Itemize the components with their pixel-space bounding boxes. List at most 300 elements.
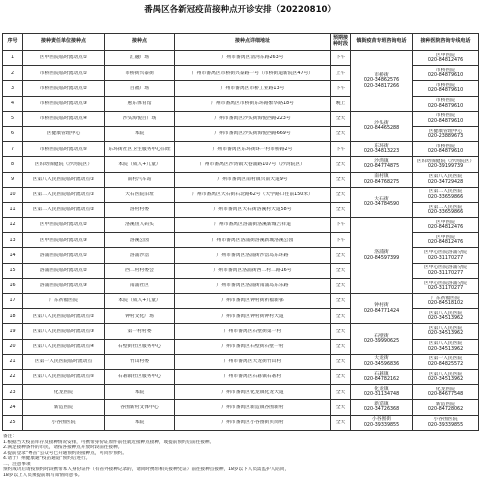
cell-site-text: 钟村文化广场: [125, 313, 154, 319]
cell-hospital-contact: [413, 111, 479, 126]
cell-responsible-unit: [23, 81, 105, 96]
cell-address: [175, 157, 331, 172]
cell-no-text: 3: [10, 85, 15, 91]
cell-hospital-contact: [413, 400, 479, 415]
cell-period-text: 全天: [335, 252, 346, 258]
cell-address-text: 广州市番禺区钟村街祈福新邨: [221, 298, 284, 304]
cell-site: [105, 233, 175, 248]
cell-address: [175, 294, 331, 309]
cell-responsible-unit-text: 小谷围医院: [51, 419, 76, 425]
street-name: 东环街: [374, 143, 389, 149]
cell-period-text: 下午: [335, 146, 346, 152]
hospital-phone: 020-31170277: [427, 270, 464, 276]
street-phone: 020-34813223: [363, 149, 400, 155]
cell-no: [3, 400, 23, 415]
hospital-contact: [414, 372, 477, 383]
cell-period-text: 全天: [335, 343, 346, 349]
hospital-phone: 020-84728062: [427, 407, 464, 413]
hospital-contact: [414, 53, 477, 64]
cell-site: [105, 309, 175, 324]
cell-site-text: 本院: [134, 131, 145, 137]
street-name: 新造镇: [374, 402, 389, 407]
cell-no: [3, 324, 23, 339]
cell-site-text: 本院（成人+儿童）: [118, 161, 161, 167]
cell-no: [3, 111, 23, 126]
cell-street-contact: [351, 369, 413, 384]
cell-address: [175, 66, 331, 81]
cell-site-text: 洛溪鱼人码头: [125, 222, 154, 228]
table-row: [3, 294, 479, 309]
cell-site: [105, 400, 175, 415]
cell-address: [175, 218, 331, 233]
cell-period: [331, 172, 351, 187]
cell-period-text: 下午: [335, 85, 346, 91]
cell-period-text: 全天: [335, 313, 346, 319]
cell-period: [331, 369, 351, 384]
cell-no-text: 10: [9, 192, 16, 198]
cell-responsible-unit: [23, 142, 105, 157]
cell-period-text: 全天: [335, 404, 346, 410]
notes-section: [3, 434, 477, 480]
table-body: [3, 51, 479, 431]
street-phone: 020-34596836: [363, 361, 400, 367]
cell-responsible-unit: [23, 248, 105, 263]
cell-address-text: 广州市番禺区洛浦街洛溪新城吉祥道: [214, 222, 291, 228]
page-title: 番禺区各新冠疫苗接种点开诊安排（20220810）: [144, 5, 336, 15]
hospital-name: 区中医院: [435, 219, 456, 225]
cell-no-text: 21: [9, 359, 16, 365]
cell-address: [175, 309, 331, 324]
cell-no: [3, 96, 23, 111]
cell-period: [331, 415, 351, 430]
cell-street-contact: [351, 187, 413, 217]
cell-responsible-unit-text: 广东祈福医院: [49, 298, 78, 304]
cell-period-text: 下午: [335, 222, 346, 228]
cell-period: [331, 142, 351, 157]
hospital-contact: [414, 341, 477, 352]
cell-address: [175, 263, 331, 278]
cell-responsible-unit: [23, 278, 105, 293]
hospital-contact: [414, 113, 477, 124]
cell-no-text: 17: [9, 298, 16, 304]
notes-paragraph-line: 预约成功后请按预约时段携带本人身份证件（有省外接种记录的，请同时携带相关接种凭证）前往接种点接种，18岁以下人员需监护人陪同，: [3, 467, 290, 472]
cell-period: [331, 400, 351, 415]
cell-responsible-unit-text: 区第八人民医院临时流动点②: [32, 313, 95, 319]
hospital-name: 市桥医院: [435, 83, 456, 89]
hospital-contact: [414, 387, 477, 398]
cell-address-text: 广州市番禺区沙湾镇大巷涌路107号（沙湾院区）: [199, 161, 306, 167]
hospital-phone: 020-84812476: [427, 58, 464, 64]
hospital-phone: 020-34513962: [427, 346, 464, 352]
street-phone: 020-39990625: [363, 339, 400, 345]
cell-site: [105, 111, 175, 126]
cell-no-text: 20: [9, 343, 16, 349]
cell-site: [105, 66, 175, 81]
cell-site: [105, 369, 175, 384]
cell-address: [175, 187, 331, 202]
cell-responsible-unit-text: 洛浦医院临时流动点③: [39, 283, 88, 289]
cell-responsible-unit-text: 区健康管理中心: [46, 131, 81, 137]
cell-no: [3, 202, 23, 217]
table-header-row: [3, 34, 479, 51]
cell-period-text: 全天: [335, 192, 346, 198]
hospital-phone: 020-84879610: [427, 118, 464, 124]
hospital-contact: [414, 174, 477, 185]
notes-label: 备注：: [3, 434, 17, 439]
cell-address-text: 广州市番禺区南村镇兴南大道9号: [217, 176, 288, 182]
hospital-contact: [414, 189, 477, 200]
hospital-phone: 020-39199739: [427, 164, 464, 170]
cell-responsible-unit: [23, 66, 105, 81]
hospital-contact: [414, 205, 477, 216]
cell-address-text: 广州市番禺区小谷围街贝岗村: [221, 419, 284, 425]
cell-responsible-unit-text: 市桥医院临时流动点⑤: [39, 146, 88, 152]
cell-site-text: 百福广场: [129, 85, 150, 91]
cell-hospital-contact: [413, 415, 479, 430]
hospital-contact: [414, 250, 477, 261]
cell-period: [331, 66, 351, 81]
cell-site-text: 第一村村委: [127, 328, 152, 334]
table-row: [3, 369, 479, 384]
cell-period: [331, 111, 351, 126]
cell-no-text: 2: [10, 70, 15, 76]
hospital-phone: 020-31170277: [427, 285, 464, 291]
cell-street-contact: [351, 172, 413, 187]
cell-site-text: 本院（成人+儿童）: [118, 298, 161, 304]
cell-address-text: 广州市番禺区洛浦街沙滘岛东环路: [216, 252, 289, 258]
hospital-name: 区第八人民医院: [428, 326, 463, 332]
cell-no: [3, 415, 23, 430]
cell-period: [331, 126, 351, 141]
hospital-name: 广东祈福医院: [431, 295, 460, 301]
hospital-phone: 020-31170277: [427, 255, 464, 261]
cell-no: [3, 354, 23, 369]
hospital-phone: 020-34513962: [427, 377, 464, 383]
street-phone: 020-84771424: [363, 308, 400, 314]
note-item: 2.满足接种条件的市民，请按各接种点开放时段前往接种。: [3, 445, 123, 450]
cell-period-text: 下午: [335, 237, 346, 243]
cell-site-text: 本院: [134, 419, 145, 425]
cell-period: [331, 81, 351, 96]
street-phone: 020-34817266: [363, 83, 400, 89]
cell-period-text: 全天: [335, 131, 346, 137]
header-site: 接种点: [105, 34, 175, 51]
hospital-name: 区第一人民医院: [428, 356, 463, 362]
notes-section-title: 二、注意事项: [3, 461, 31, 467]
cell-responsible-unit: [23, 339, 105, 354]
cell-period-text: 全天: [335, 389, 346, 395]
cell-no-text: 24: [9, 404, 16, 410]
cell-address-text: 广州市番禺区市桥街兴泰路一号（市桥街道新院区47号）: [191, 70, 314, 76]
hospital-name: 市桥医院: [435, 67, 456, 73]
hospital-phone: 020-84879610: [427, 103, 464, 109]
cell-address-text: 广州市番禺区大石街洛溪村大道58号: [213, 207, 292, 213]
cell-site: [105, 96, 175, 111]
cell-address: [175, 354, 331, 369]
cell-period: [331, 263, 351, 278]
cell-responsible-unit: [23, 263, 105, 278]
cell-no: [3, 157, 23, 172]
cell-hospital-contact: [413, 354, 479, 369]
cell-site: [105, 263, 175, 278]
hospital-contact: [414, 235, 477, 246]
cell-street-contact: [351, 51, 413, 112]
cell-address: [175, 81, 331, 96]
cell-site: [105, 324, 175, 339]
cell-hospital-contact: [413, 187, 479, 202]
cell-responsible-unit: [23, 385, 105, 400]
cell-responsible-unit-text: 区第八人民医院临时流动点③: [32, 328, 95, 334]
cell-address: [175, 369, 331, 384]
cell-hospital-contact: [413, 202, 479, 217]
hospital-contact: [414, 356, 477, 367]
hospital-phone: 020-33659866: [427, 209, 464, 215]
vaccination-schedule-table: [2, 33, 479, 431]
cell-responsible-unit-text: 区妇幼保健院（沙湾院区）: [34, 161, 93, 167]
cell-hospital-contact: [413, 172, 479, 187]
hospital-contact: [414, 326, 477, 337]
cell-period: [331, 324, 351, 339]
street-phone: 020-84774875: [363, 164, 400, 170]
cell-period-text: 全天: [335, 359, 346, 365]
table-row: [3, 415, 479, 430]
cell-period-text: 全天: [335, 116, 346, 122]
cell-hospital-contact: [413, 142, 479, 157]
cell-period: [331, 248, 351, 263]
street-phone: 020-84782162: [363, 377, 400, 383]
header-responsible-unit: 接种责任单位接种点: [23, 34, 105, 51]
table-row: [3, 157, 479, 172]
hospital-name: 小谷围医院: [433, 417, 458, 423]
street-name: 石壁街: [374, 333, 389, 339]
cell-no-text: 8: [10, 161, 15, 167]
hospital-contact: [414, 68, 477, 79]
street-name: 大龙街: [374, 356, 389, 362]
cell-site: [105, 126, 175, 141]
cell-responsible-unit-text: 区中医院临时流动点①: [39, 55, 88, 61]
cell-responsible-unit-text: 市桥医院临时流动点①: [39, 70, 88, 76]
cell-site-text: 东环街社区卫生服务中心旧址: [108, 146, 171, 152]
cell-period-text: 全天: [335, 283, 346, 289]
hospital-contact: [414, 220, 477, 231]
table-row: [3, 142, 479, 157]
hospital-contact: [414, 311, 477, 322]
cell-responsible-unit-text: 区第二人民医院临时流动点①: [32, 192, 95, 198]
cell-street-contact: [351, 142, 413, 157]
cell-site: [105, 187, 175, 202]
hospital-name: 区中心医院洛浦分院: [423, 265, 468, 271]
cell-no: [3, 248, 23, 263]
cell-address-text: 广州市番禺区化龙镇化龙大道: [221, 389, 284, 395]
cell-hospital-contact: [413, 324, 479, 339]
cell-responsible-unit-text: 区第二人民医院临时流动点②: [32, 207, 95, 213]
cell-no: [3, 294, 23, 309]
cell-responsible-unit-text: 区第八人民医院临时流动点①: [32, 176, 95, 182]
note-item: 1.根据当天疫苗库存及接种情况安排，可携带身份证原件前往就近接种点接种，或提前预约后前往接种。: [3, 439, 215, 445]
cell-period: [331, 294, 351, 309]
street-name: 钟村街: [374, 303, 389, 309]
hospital-phone: 020-34513962: [427, 331, 464, 337]
hospital-contact: [414, 83, 477, 94]
cell-hospital-contact: [413, 385, 479, 400]
cell-hospital-contact: [413, 126, 479, 141]
cell-hospital-contact: [413, 278, 479, 293]
cell-street-contact: [351, 415, 413, 430]
cell-no: [3, 339, 23, 354]
cell-address-text: 广州市番禺区清河东路263号: [221, 55, 284, 61]
cell-site-text: 竹山村委: [129, 359, 150, 365]
cell-no-text: 25: [9, 419, 16, 425]
cell-responsible-unit: [23, 369, 105, 384]
cell-period: [331, 187, 351, 202]
cell-no: [3, 81, 23, 96]
street-name: 沙湾镇: [374, 159, 389, 164]
cell-street-contact: [351, 157, 413, 172]
cell-site: [105, 278, 175, 293]
cell-responsible-unit-text: 市桥医院临时流动点②: [39, 85, 88, 91]
cell-hospital-contact: [413, 233, 479, 248]
cell-hospital-contact: [413, 294, 479, 309]
cell-responsible-unit: [23, 233, 105, 248]
cell-no-text: 16: [9, 283, 16, 289]
cell-no: [3, 218, 23, 233]
cell-address: [175, 400, 331, 415]
cell-address-text: 广州市番禺区洛浦街南浦岛东乐路: [216, 283, 289, 289]
cell-no: [3, 142, 23, 157]
cell-responsible-unit-text: 洛浦医院临时流动点②: [39, 268, 88, 274]
cell-site-text: 洛村村委: [129, 207, 150, 213]
hospital-name: 市桥医院: [435, 98, 456, 104]
cell-no-text: 14: [9, 252, 16, 258]
hospital-name: 区中医院: [435, 52, 456, 58]
cell-responsible-unit-text: 区第一人民医院临时流动点: [34, 359, 93, 365]
cell-address-text: 广州市番禺区石壁街第一村: [223, 328, 282, 334]
cell-no-text: 5: [10, 116, 15, 122]
hospital-contact: [414, 129, 477, 140]
cell-site: [105, 51, 175, 66]
cell-site: [105, 81, 175, 96]
cell-responsible-unit: [23, 172, 105, 187]
cell-responsible-unit: [23, 187, 105, 202]
cell-responsible-unit-text: 市桥医院临时流动点④: [39, 116, 88, 122]
cell-address: [175, 172, 331, 187]
cell-address-text: 广州市番禺区石壁街石壁一村: [221, 343, 284, 349]
cell-address: [175, 385, 331, 400]
cell-period-text: 全天: [335, 298, 346, 304]
cell-no: [3, 51, 23, 66]
cell-period-text: 全天: [335, 419, 346, 425]
header-street-phone: 镇街疫苗专班咨询电话: [351, 34, 413, 51]
cell-hospital-contact: [413, 369, 479, 384]
cell-responsible-unit: [23, 294, 105, 309]
cell-period-text: 全天: [335, 328, 346, 334]
hospital-contact: [414, 281, 477, 292]
hospital-phone: 020-84825572: [427, 361, 464, 367]
cell-address-text: 广州市番禺区大石街石北路62号（大学路口往前150米）: [192, 192, 313, 198]
cell-period-text: 全天: [335, 374, 346, 380]
cell-no: [3, 369, 23, 384]
cell-no-text: 12: [9, 222, 16, 228]
cell-no: [3, 385, 23, 400]
cell-address-text: 广州市番禺区沙头街海悦西路223号: [214, 116, 291, 122]
cell-site-text: 南村汽车站: [127, 176, 152, 182]
hospital-name: 区第八人民医院: [428, 371, 463, 377]
cell-address-text: 广州市番禺区洛浦街西二村二路16号: [213, 268, 292, 274]
cell-site-text: 惠东体育馆: [127, 100, 152, 106]
street-name: 沙头街: [374, 121, 389, 127]
table-row: [3, 385, 479, 400]
cell-hospital-contact: [413, 96, 479, 111]
cell-no-text: 11: [9, 207, 16, 213]
cell-site-text: 石碁镇社区服务中心: [117, 374, 162, 380]
table-row: [3, 324, 479, 339]
street-phone: 020-31134748: [363, 392, 400, 398]
cell-responsible-unit: [23, 415, 105, 430]
street-name: 石碁镇: [374, 371, 389, 377]
cell-hospital-contact: [413, 339, 479, 354]
cell-responsible-unit: [23, 324, 105, 339]
hospital-name: 区第八人民医院: [428, 341, 463, 347]
hospital-contact: [414, 265, 477, 276]
cell-address: [175, 96, 331, 111]
cell-hospital-contact: [413, 51, 479, 66]
cell-period: [331, 218, 351, 233]
cell-address: [175, 202, 331, 217]
table-row: [3, 218, 479, 233]
cell-site: [105, 294, 175, 309]
cell-no-text: 7: [10, 146, 15, 152]
note-item: 3.提前登录“粤苗”公众号已开通预约的接种点，可同步预约。: [3, 450, 127, 456]
hospital-name: 区第八人民医院: [428, 174, 463, 180]
cell-address: [175, 339, 331, 354]
hospital-contact: [414, 296, 477, 307]
cell-site-text: 洛浦沙滘: [129, 252, 150, 258]
cell-address: [175, 111, 331, 126]
cell-responsible-unit: [23, 111, 105, 126]
cell-site-text: 谷围新村文体中心: [120, 404, 159, 410]
cell-period-text: 全天: [335, 161, 346, 167]
cell-site-text: 本院: [134, 389, 145, 395]
hospital-phone: 020-84677548: [427, 392, 464, 398]
cell-address-text: 广州市番禺区东环街环一村市桥路2号: [212, 146, 293, 152]
cell-site: [105, 218, 175, 233]
cell-street-contact: [351, 324, 413, 354]
cell-site: [105, 248, 175, 263]
cell-site: [105, 142, 175, 157]
cell-period: [331, 202, 351, 217]
hospital-name: 区健康管理中心: [428, 128, 463, 134]
cell-responsible-unit: [23, 354, 105, 369]
cell-responsible-unit: [23, 218, 105, 233]
cell-address: [175, 142, 331, 157]
hospital-contact: [414, 159, 477, 170]
hospital-name: 区第八人民医院: [428, 310, 463, 316]
cell-site: [105, 157, 175, 172]
table-row: [3, 51, 479, 66]
cell-period: [331, 309, 351, 324]
hospital-contact: [414, 144, 477, 155]
cell-no: [3, 309, 23, 324]
cell-period: [331, 339, 351, 354]
cell-period: [331, 385, 351, 400]
table-row: [3, 111, 479, 126]
hospital-contact: [414, 98, 477, 109]
street-name: 市桥街: [374, 72, 389, 78]
cell-address-text: 广州市番禺区新造镇谷围新村: [221, 404, 284, 410]
hospital-phone: 020-84879610: [427, 149, 464, 155]
street-name: 小谷围街: [371, 417, 392, 423]
cell-responsible-unit-text: 新造医院: [53, 404, 74, 410]
